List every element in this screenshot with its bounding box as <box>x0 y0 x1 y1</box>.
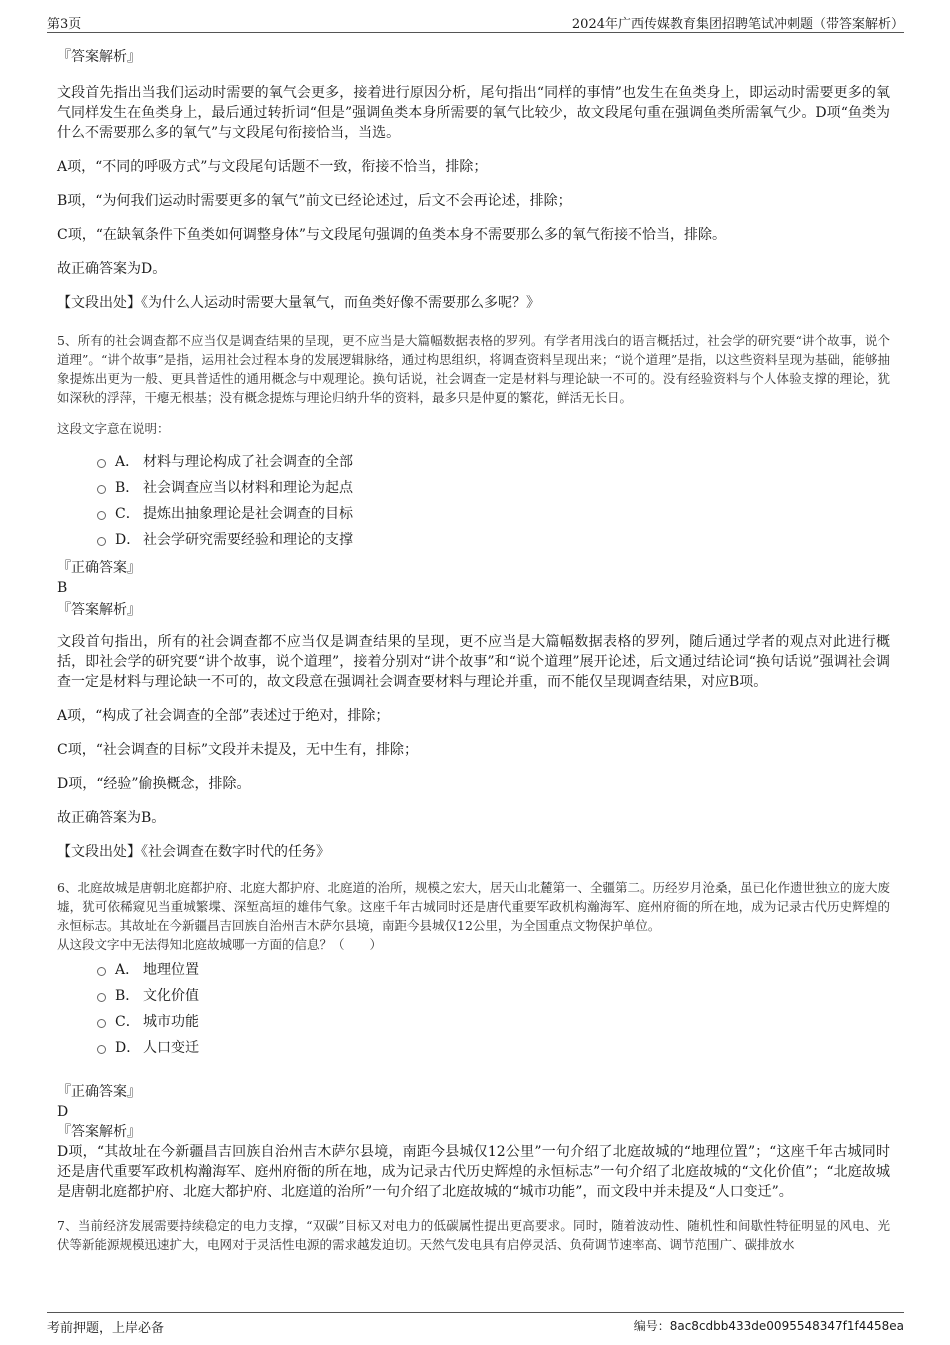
q6-answer: D <box>57 1104 69 1120</box>
q4-option-a-analysis: A项，“不同的呼吸方式”与文段尾句话题不一致，衔接不恰当，排除； <box>57 159 488 175</box>
q6-option-a[interactable]: A． 地理位置 <box>97 956 890 982</box>
q5-option-a[interactable]: A． 材料与理论构成了社会调查的全部 <box>97 448 890 474</box>
q4-option-c-analysis: C项，“在缺氧条件下鱼类如何调整身体”与文段尾句强调的鱼类本身不需要那么多的氧气衔接不恰当，排除。 <box>57 227 727 243</box>
q5-answer-label: 『正确答案』 <box>57 560 141 576</box>
q4-source: 【文段出处】《为什么人运动时需要大量氧气，而鱼类好像不需要那么多呢？》 <box>57 295 540 311</box>
q4-option-b-analysis: B项，“为何我们运动时需要更多的氧气”前文已经论述过，后文不会再论述，排除； <box>57 193 572 209</box>
q5-option-d-analysis: D项，“经验”偷换概念，排除。 <box>57 776 251 792</box>
q5-analysis: 文段首句指出，所有的社会调查都不应当仅是调查结果的呈现，更不应当是大篇幅数据表格的罗列，随后通过学者的观点对此进行概括，即社会学的研究要“讲个故事，说个道理”，接着分别对“讲个故事”和“说个道理”展开论述，后文通过结论词“换句话说”强调社会调查一定是材料与理论缺一不可的，故文段意在强调社会调查要材料与理论并重，而不能仅呈现调查结果，对应B项。 <box>57 634 890 690</box>
radio-icon[interactable] <box>97 967 106 976</box>
radio-icon[interactable] <box>97 1045 106 1054</box>
q6-stem: 6、北庭故城是唐朝北庭都护府、北庭大都护府、北庭道的治所，规模之宏大，居天山北麓第一、全疆第二。历经岁月沧桑，虽已化作遗世独立的庞大废墟，犹可依稀窥见当重城繁堞、深堑高垣的雄伟气象。这座千年古城同时还是唐代重要军政机构瀚海军、庭州府衙的所在地，成为记录古代历史辉煌的永恒标志。其故址在今新疆昌吉回族自治州吉木萨尔县境，南距今县城仅12公里，为全国重点文物保护单位。 <box>57 880 890 933</box>
radio-icon[interactable] <box>97 993 106 1002</box>
q5-question: 这段文字意在说明： <box>57 421 170 436</box>
radio-icon[interactable] <box>97 537 106 546</box>
q4-conclusion: 故正确答案为D。 <box>57 261 167 277</box>
radio-icon[interactable] <box>97 1019 106 1028</box>
q7-stem: 7、当前经济发展需要持续稳定的电力支撑，“双碳”目标又对电力的低碳属性提出更高要求。同时，随着波动性、随机性和间歇性特征明显的风电、光伏等新能源规模迅速扩大，电网对于灵活性电源的需求越发迫切。天然气发电具有启停灵活、负荷调节速率高、调节范围广、碳排放水 <box>57 1218 890 1252</box>
page-number: 第3页 <box>47 17 82 32</box>
q6-option-c[interactable]: C． 城市功能 <box>97 1008 890 1034</box>
q5-option-c-analysis: C项，“社会调查的目标”文段并未提及，无中生有，排除； <box>57 742 419 758</box>
document-title: 2024年广西传媒教育集团招聘笔试冲刺题（带答案解析） <box>571 17 904 32</box>
q5-stem: 5、所有的社会调查都不应当仅是调查结果的呈现，更不应当是大篇幅数据表格的罗列。有学者用浅白的语言概括过，社会学的研究要“讲个故事，说个道理”。“讲个故事”是指，运用社会过程本身的发展逻辑脉络，通过构思组织，将调查资料呈现出来；“说个道理”是指，以这些资料呈现为基础，能够抽象提炼出更为一般、更具普适性的通用概念与中观理论。换句话说，社会调查一定是材料与理论缺一不可的。没有经验资料与个人体验支撑的理论，犹如深秋的浮萍，干瘪无根基；没有概念提炼与理论归纳升华的资料，最多只是仲夏的繁花，鲜活无长日。 <box>57 333 890 405</box>
q6-analysis: D项，“其故址在今新疆昌吉回族自治州吉木萨尔县境，南距今县城仅12公里”一句介绍了北庭故城的“地理位置”；“这座千年古城同时还是唐代重要军政机构瀚海军、庭州府衙的所在地，成为记录古代历史辉煌的永恒标志”一句介绍了北庭故城的“文化价值”；“北庭故城是唐朝北庭都护府、北庭大都护府、北庭道的治所”一句介绍了北庭故城的“城市功能”，而文段中并未提及“人口变迁”。 <box>57 1144 890 1200</box>
q5-analysis-label: 『答案解析』 <box>57 602 141 618</box>
q4-analysis: 文段首先指出当我们运动时需要的氧气会更多，接着进行原因分析，尾句指出“同样的事情”也发生在鱼类身上，即运动时需要更多的氧气同样发生在鱼类身上，最后通过转折词“但是”强调鱼类本身所需要的氧气比较少，故文段尾句重在强调鱼类所需氧气少。D项“鱼类为什么不需要那么多的氧气”与文段尾句衔接恰当，当选。 <box>57 85 890 141</box>
document-code: 编号：8ac8cdbb433de0095548347f1f4458ea <box>633 1319 904 1333</box>
page-footer <box>47 1312 904 1337</box>
q6-question: 从这段文字中无法得知北庭故城哪一方面的信息？（ ） <box>57 937 383 952</box>
page-header <box>47 10 904 33</box>
page-content <box>57 44 890 1254</box>
q6-options <box>57 956 890 1060</box>
q4-analysis-label: 『答案解析』 <box>57 49 141 65</box>
q6-analysis-label: 『答案解析』 <box>57 1124 141 1140</box>
q5-source: 【文段出处】《社会调查在数字时代的任务》 <box>57 844 330 860</box>
q5-option-a-analysis: A项，“构成了社会调查的全部”表述过于绝对，排除； <box>57 708 390 724</box>
q6-answer-label: 『正确答案』 <box>57 1084 141 1100</box>
q5-option-b[interactable]: B． 社会调查应当以材料和理论为起点 <box>97 474 890 500</box>
q5-option-c[interactable]: C． 提炼出抽象理论是社会调查的目标 <box>97 500 890 526</box>
footer-slogan: 考前押题，上岸必备 <box>47 1321 165 1336</box>
q5-conclusion: 故正确答案为B。 <box>57 810 166 826</box>
radio-icon[interactable] <box>97 511 106 520</box>
q5-options <box>57 448 890 552</box>
radio-icon[interactable] <box>97 459 106 468</box>
q6-option-b[interactable]: B． 文化价值 <box>97 982 890 1008</box>
q5-answer: B <box>57 580 68 596</box>
radio-icon[interactable] <box>97 485 106 494</box>
q5-option-d[interactable]: D． 社会学研究需要经验和理论的支撑 <box>97 526 890 552</box>
q6-option-d[interactable]: D． 人口变迁 <box>97 1034 890 1060</box>
